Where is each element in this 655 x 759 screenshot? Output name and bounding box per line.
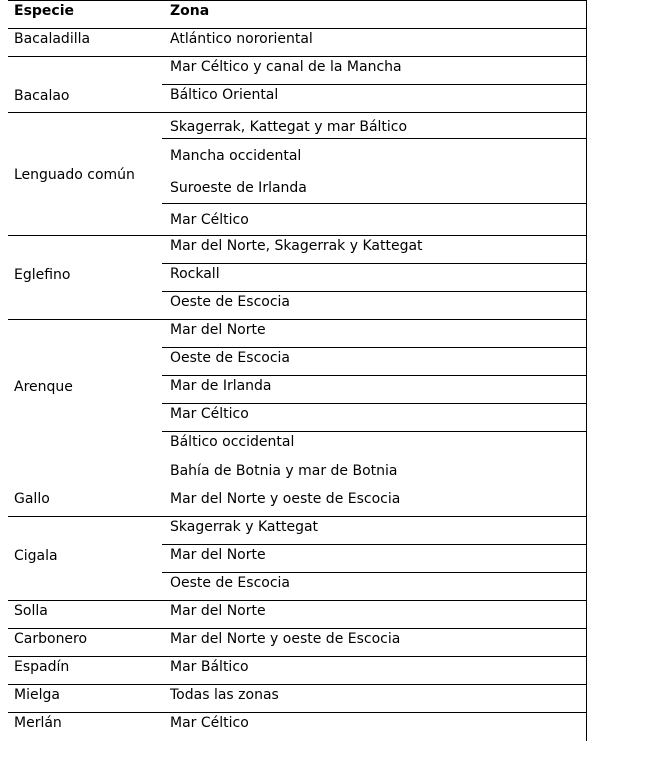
species-cell: Bacalao <box>14 88 70 104</box>
row-divider <box>8 656 586 657</box>
species-cell: Lenguado común <box>14 167 135 183</box>
zone-cell: Oeste de Escocia <box>170 350 290 366</box>
zone-cell: Skagerrak y Kattegat <box>170 519 319 535</box>
species-cell: Bacaladilla <box>14 31 91 47</box>
row-divider <box>162 138 586 139</box>
row-divider <box>8 112 586 113</box>
zone-cell: Oeste de Escocia <box>170 575 290 591</box>
zone-cell: Mar del Norte <box>170 547 266 563</box>
species-cell: Mielga <box>14 687 60 703</box>
zone-cell: Suroeste de Irlanda <box>170 180 307 196</box>
row-divider <box>8 56 586 57</box>
zone-cell: Báltico occidental <box>170 434 295 450</box>
species-cell: Merlán <box>14 715 62 731</box>
row-divider <box>162 291 586 292</box>
row-divider <box>162 572 586 573</box>
row-divider <box>8 684 586 685</box>
species-cell: Cigala <box>14 548 58 564</box>
row-divider <box>8 516 586 517</box>
species-zone-table <box>8 0 587 741</box>
species-cell: Eglefino <box>14 267 71 283</box>
zone-cell: Bahía de Botnia y mar de Botnia <box>170 463 398 479</box>
row-divider <box>162 403 586 404</box>
zone-cell: Mar del Norte <box>170 603 266 619</box>
row-divider <box>8 628 586 629</box>
zone-cell: Mar del Norte y oeste de Escocia <box>170 491 401 507</box>
row-divider <box>8 712 586 713</box>
zone-cell: Mar del Norte, Skagerrak y Kattegat <box>170 238 423 254</box>
zone-cell: Mar Céltico y canal de la Mancha <box>170 59 402 75</box>
zone-cell: Mar Báltico <box>170 659 249 675</box>
row-divider <box>8 0 586 1</box>
species-cell: Gallo <box>14 491 50 507</box>
row-divider <box>162 544 586 545</box>
zone-cell: Mar de Irlanda <box>170 378 272 394</box>
zone-cell: Mar Céltico <box>170 715 249 731</box>
row-divider <box>8 235 586 236</box>
row-divider <box>162 375 586 376</box>
row-divider <box>8 28 586 29</box>
zone-cell: Skagerrak, Kattegat y mar Báltico <box>170 119 408 135</box>
row-divider <box>8 600 586 601</box>
zone-cell: Mar Céltico <box>170 406 249 422</box>
species-cell: Arenque <box>14 379 73 395</box>
species-cell: Solla <box>14 603 48 619</box>
row-divider <box>8 319 586 320</box>
species-column-header: Especie <box>14 3 75 19</box>
row-divider <box>162 347 586 348</box>
row-divider <box>162 263 586 264</box>
row-divider <box>162 431 586 432</box>
zone-cell: Mancha occidental <box>170 148 302 164</box>
zone-column-header: Zona <box>170 3 210 19</box>
zone-cell: Atlántico nororiental <box>170 31 313 47</box>
zone-cell: Mar Céltico <box>170 212 249 228</box>
zone-cell: Rockall <box>170 266 220 282</box>
row-divider <box>162 203 586 204</box>
zone-cell: Báltico Oriental <box>170 87 279 103</box>
zone-cell: Mar del Norte <box>170 322 266 338</box>
zone-cell: Mar del Norte y oeste de Escocia <box>170 631 401 647</box>
species-cell: Carbonero <box>14 631 88 647</box>
zone-cell: Oeste de Escocia <box>170 294 290 310</box>
species-cell: Espadín <box>14 659 70 675</box>
zone-cell: Todas las zonas <box>170 687 279 703</box>
row-divider <box>162 84 586 85</box>
